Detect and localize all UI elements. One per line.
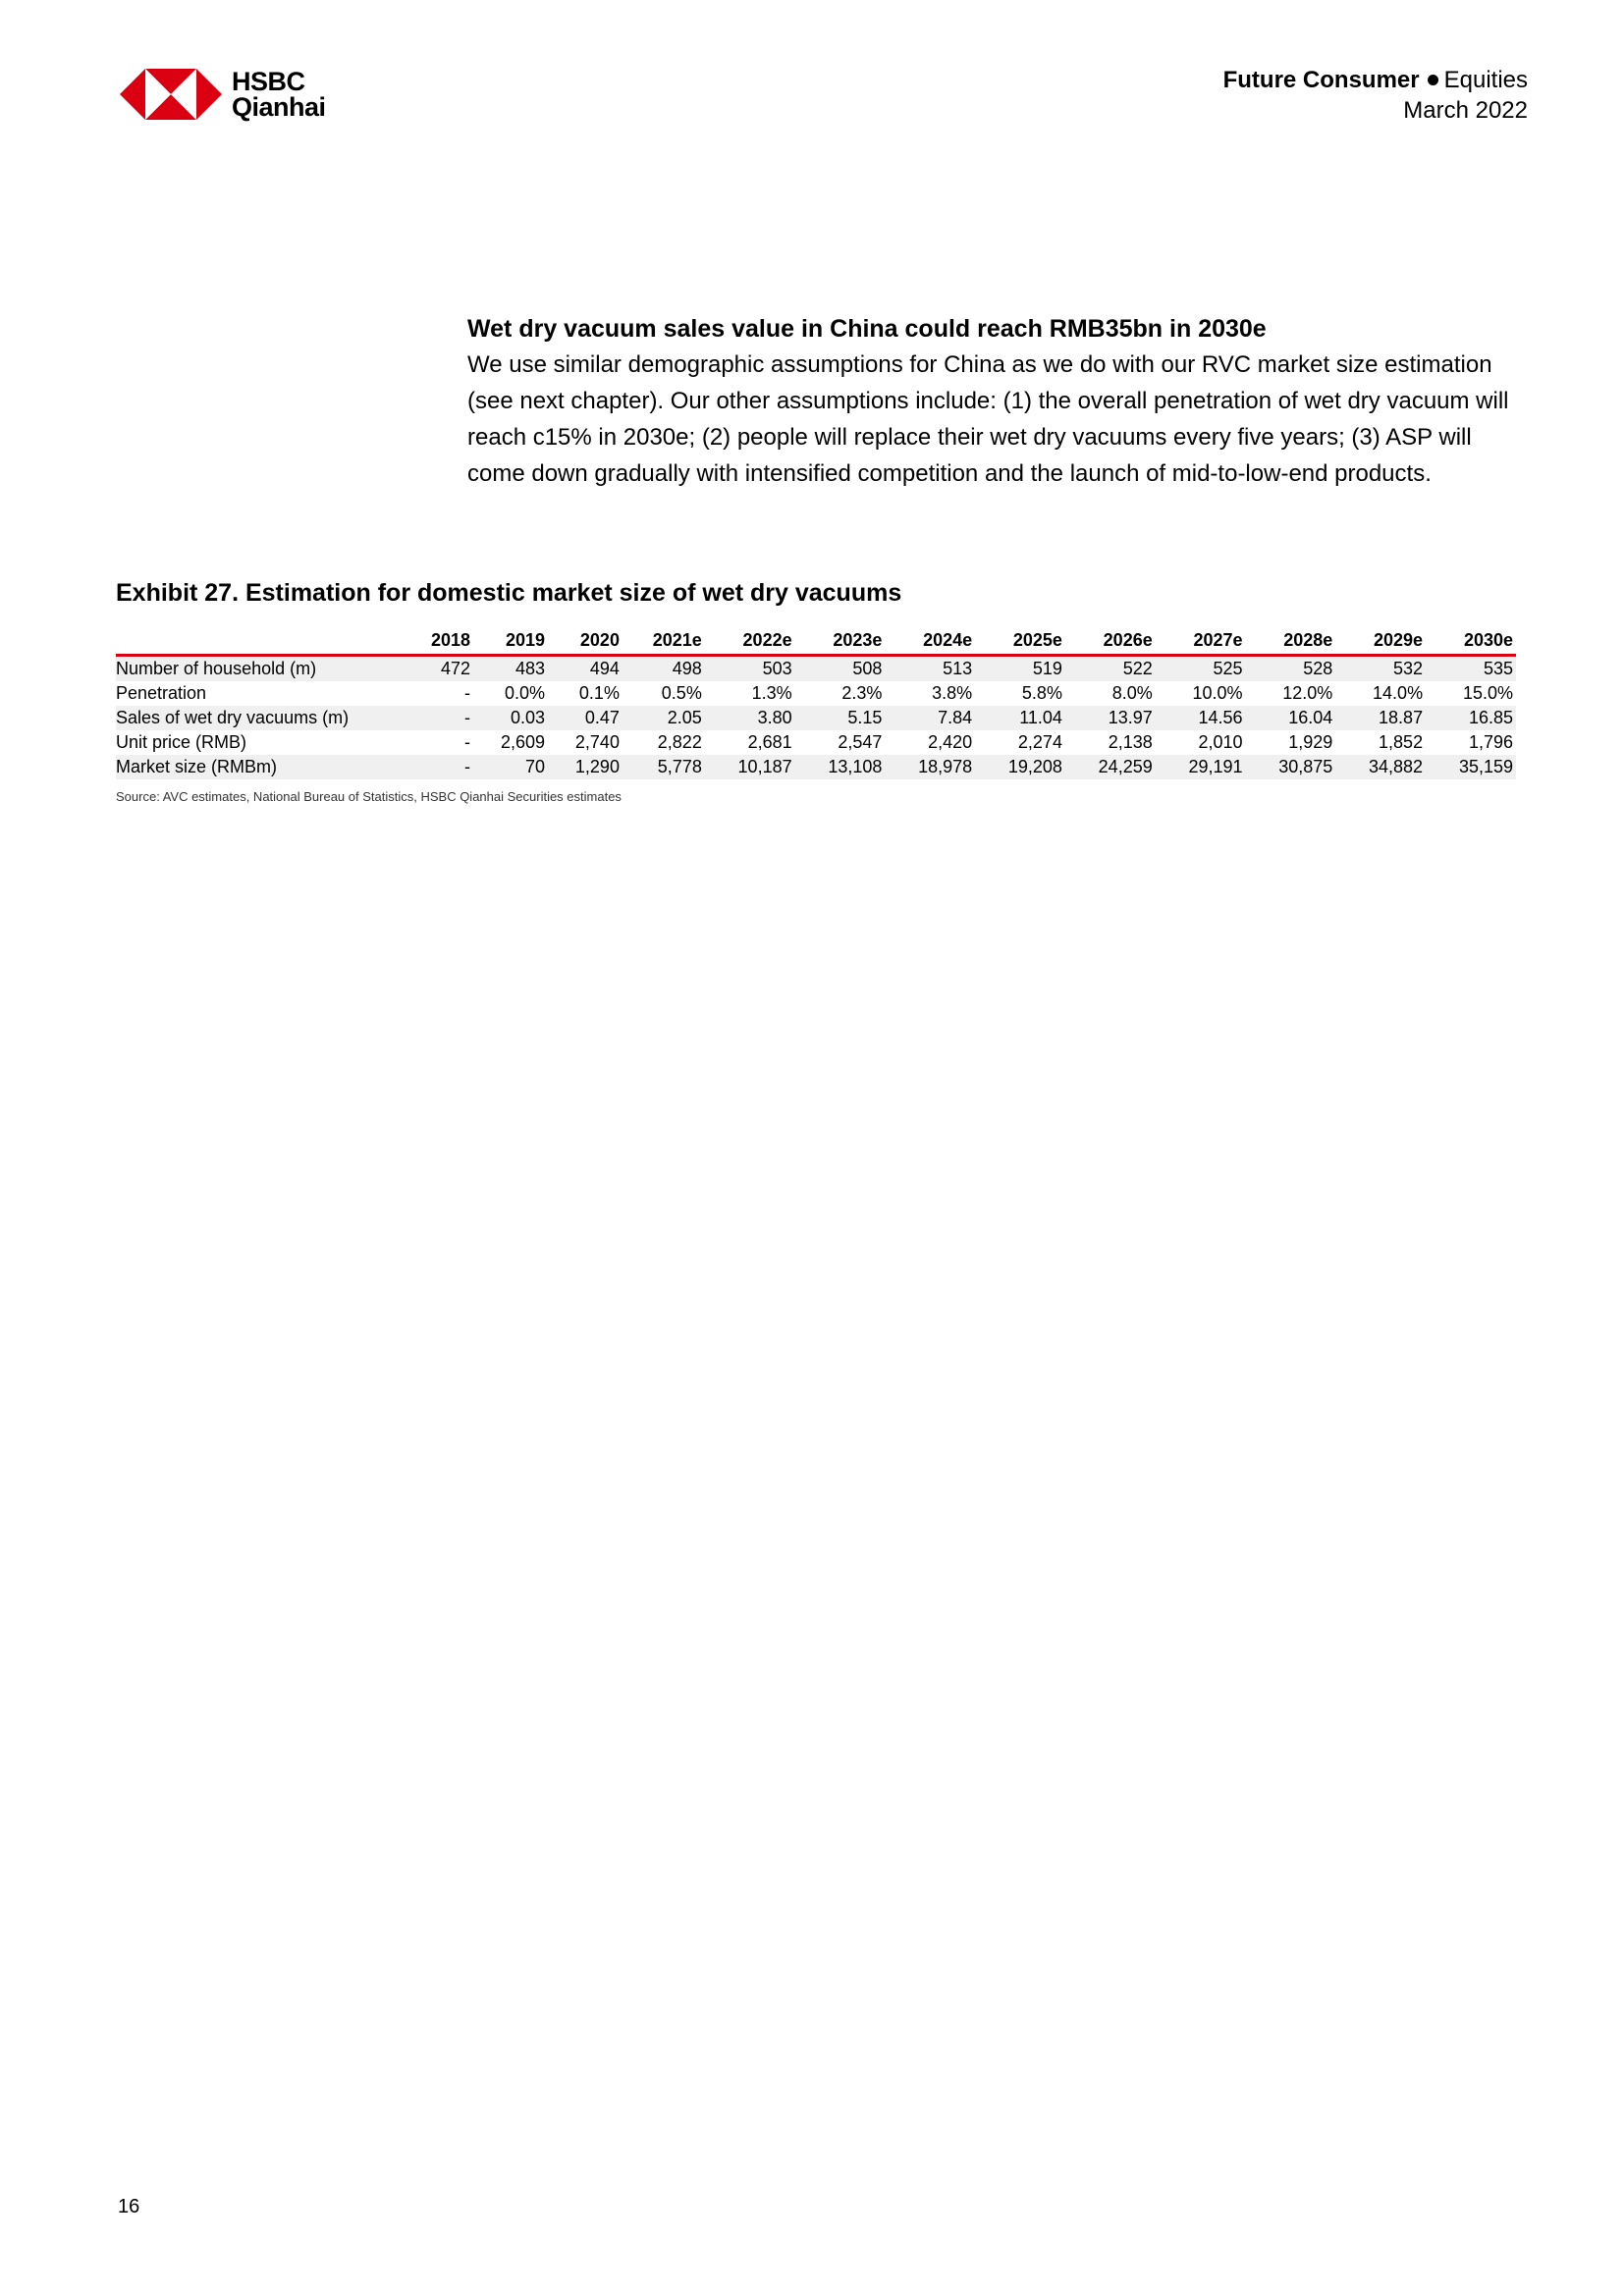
column-header: 2021e <box>623 628 705 656</box>
column-header: 2028e <box>1246 628 1336 656</box>
table-cell: 2.3% <box>841 683 883 703</box>
row-label: Penetration <box>116 683 207 703</box>
table-cell: 0.47 <box>548 706 623 730</box>
table-cell: 5.15 <box>795 706 886 730</box>
table-cell: - <box>464 683 471 703</box>
table-cell: 2,681 <box>747 732 792 752</box>
table-cell: - <box>406 706 473 730</box>
column-header: 2029e <box>1335 628 1426 656</box>
table-cell: 2,420 <box>928 732 973 752</box>
column-header: 2019 <box>473 628 548 656</box>
table-row <box>116 730 1516 755</box>
table-cell: 2,822 <box>657 732 702 752</box>
report-header <box>1223 65 1528 126</box>
column-header: 2023e <box>795 628 886 656</box>
table-cell: 30,875 <box>1246 755 1336 779</box>
report-date: March 2022 <box>1403 97 1528 124</box>
column-header: 2027e <box>1156 628 1246 656</box>
table-cell: 13,108 <box>795 755 886 779</box>
table-cell: 18,978 <box>885 755 975 779</box>
exhibit-title: Exhibit 27. Estimation for domestic market size of wet dry vacuums <box>116 579 902 607</box>
table-cell: 7.84 <box>885 706 975 730</box>
table-cell: 34,882 <box>1335 755 1426 779</box>
table-cell: 1,852 <box>1379 732 1424 752</box>
table-cell: 3.80 <box>705 706 795 730</box>
table-cell: 1,929 <box>1288 732 1333 752</box>
column-header: 2025e <box>975 628 1065 656</box>
table-cell: 525 <box>1156 656 1246 682</box>
table-body <box>116 656 1516 780</box>
table-cell: 1,796 <box>1468 732 1513 752</box>
table-cell: 2,274 <box>1017 732 1062 752</box>
table-cell: 0.5% <box>661 683 702 703</box>
report-name: Future Consumer <box>1222 67 1420 93</box>
table-cell: 14.56 <box>1156 706 1246 730</box>
table-cell: 19,208 <box>975 755 1065 779</box>
table-cell: 5,778 <box>623 755 705 779</box>
table-cell: 1,290 <box>548 755 623 779</box>
exhibit-source: Source: AVC estimates, National Bureau of Statistics, HSBC Qianhai Securities estimates <box>116 789 622 804</box>
column-header: 2024e <box>885 628 975 656</box>
table-cell: 0.1% <box>578 683 620 703</box>
table-cell: - <box>406 755 473 779</box>
table-cell: 0.03 <box>473 706 548 730</box>
table-cell: 16.04 <box>1246 706 1336 730</box>
table-cell: 3.8% <box>932 683 973 703</box>
hsbc-hexagon-icon <box>120 69 222 120</box>
text-section <box>467 311 1528 492</box>
table-row <box>116 656 1516 682</box>
table-cell: 0.0% <box>504 683 545 703</box>
table-cell: 13.97 <box>1065 706 1156 730</box>
table-row <box>116 706 1516 730</box>
bullet-icon <box>1428 75 1438 85</box>
table-cell: 498 <box>623 656 705 682</box>
hsbc-logo <box>120 69 326 120</box>
table-cell: 503 <box>705 656 795 682</box>
report-type: Equities <box>1443 67 1528 93</box>
table-cell: - <box>464 732 471 752</box>
table-cell: 508 <box>795 656 886 682</box>
table-cell: 14.0% <box>1373 683 1424 703</box>
table-cell: 513 <box>885 656 975 682</box>
table-row <box>116 681 1516 706</box>
table-cell: 10.0% <box>1192 683 1243 703</box>
table-cell: 10,187 <box>705 755 795 779</box>
row-label: Unit price (RMB) <box>116 732 247 752</box>
table-cell: 70 <box>473 755 548 779</box>
exhibit-table <box>116 628 1516 779</box>
table-cell: 8.0% <box>1111 683 1153 703</box>
table-cell: 11.04 <box>975 706 1065 730</box>
table-cell: 18.87 <box>1335 706 1426 730</box>
column-header: 2020 <box>548 628 623 656</box>
table-cell: 2.05 <box>623 706 705 730</box>
table-cell: 472 <box>406 656 473 682</box>
logo-wordmark <box>232 69 326 120</box>
table-cell: 522 <box>1065 656 1156 682</box>
row-label: Number of household (m) <box>116 656 406 682</box>
table-cell: 5.8% <box>1021 683 1062 703</box>
row-label: Sales of wet dry vacuums (m) <box>116 706 406 730</box>
table-cell: 483 <box>473 656 548 682</box>
table-cell: 494 <box>548 656 623 682</box>
table-cell: 1.3% <box>751 683 792 703</box>
row-label: Market size (RMBm) <box>116 755 406 779</box>
table-cell: 2,609 <box>500 732 545 752</box>
table-cell: 35,159 <box>1426 755 1516 779</box>
logo-line2: Qianhai <box>232 92 326 122</box>
table-row <box>116 755 1516 779</box>
section-heading: Wet dry vacuum sales value in China could reach RMB35bn in 2030e <box>467 315 1267 343</box>
table-cell: 24,259 <box>1065 755 1156 779</box>
column-header: 2022e <box>705 628 795 656</box>
section-paragraph: We use similar demographic assumptions for China as we do with our RVC market size estimation (see next chapter). Our other assumptions include: (1) the overall penetration of wet dry vacuum will reach c15% in 2030e; (2) people will replace their wet dry vacuums every five years; (3) ASP will come down gradually with intensified competition and the launch of mid-to-low-end products. <box>467 351 1509 487</box>
table-cell: 2,010 <box>1198 732 1243 752</box>
table-cell: 532 <box>1335 656 1426 682</box>
table-cell: 519 <box>975 656 1065 682</box>
table-cell: 2,547 <box>838 732 883 752</box>
logo-line1: HSBC <box>232 67 305 96</box>
table-cell: 12.0% <box>1282 683 1333 703</box>
table-cell: 2,740 <box>574 732 620 752</box>
table-cell: 16.85 <box>1426 706 1516 730</box>
table-cell: 528 <box>1246 656 1336 682</box>
table-cell: 535 <box>1426 656 1516 682</box>
table-cell: 2,138 <box>1108 732 1153 752</box>
table-header-row <box>116 628 1516 656</box>
page-number: 16 <box>118 2196 140 2217</box>
table-cell: 29,191 <box>1156 755 1246 779</box>
column-header-label <box>116 628 406 656</box>
column-header: 2030e <box>1426 628 1516 656</box>
table-cell: 15.0% <box>1462 683 1513 703</box>
column-header: 2026e <box>1065 628 1156 656</box>
column-header: 2018 <box>406 628 473 656</box>
